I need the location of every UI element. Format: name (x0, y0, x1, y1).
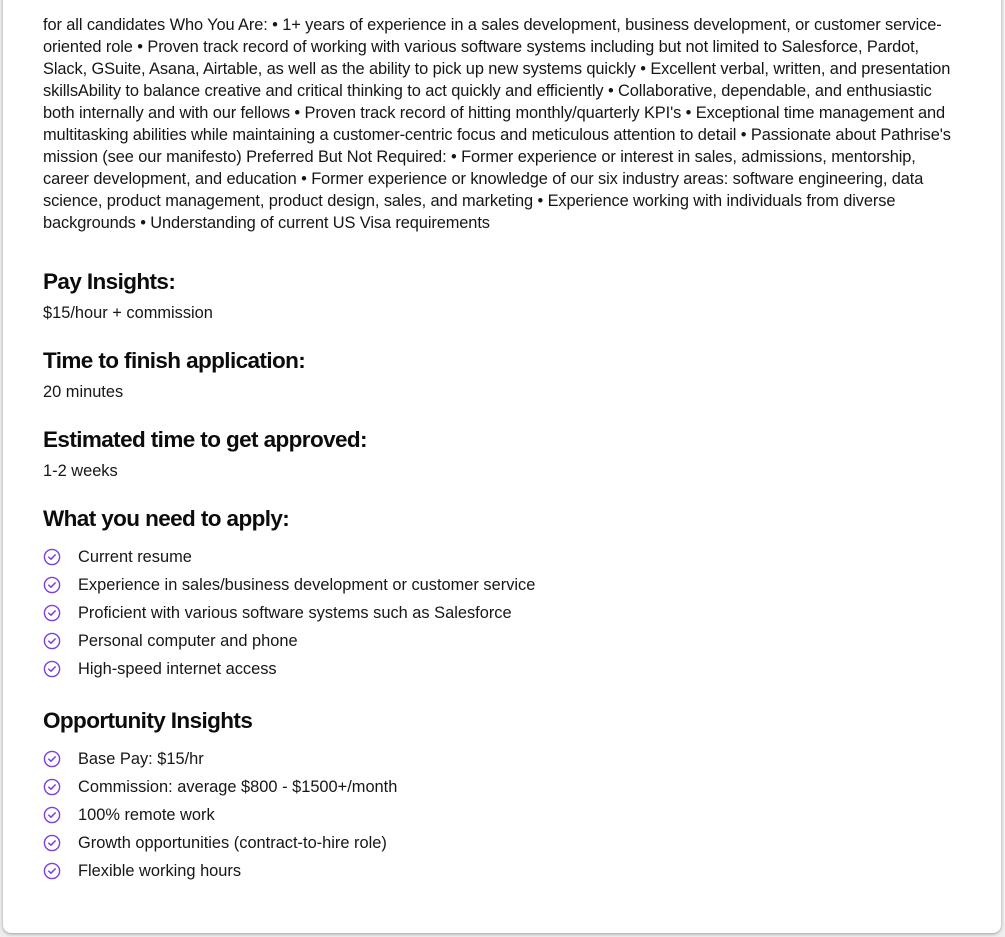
requirements-section (43, 505, 963, 683)
list-item (43, 571, 963, 599)
list-item (43, 599, 963, 627)
list-item (43, 543, 963, 571)
list-item (43, 829, 963, 857)
time-to-approve-heading: Estimated time to get approved: (43, 427, 367, 452)
time-to-approve-section (43, 426, 963, 482)
list-item-label: Proficient with various software systems such as Salesforce (78, 603, 512, 622)
time-to-finish-value: 20 minutes (43, 383, 124, 401)
list-item-label: Personal computer and phone (78, 631, 298, 650)
time-to-finish-heading: Time to finish application: (43, 348, 306, 373)
requirements-heading: What you need to apply: (43, 506, 290, 531)
list-item (43, 655, 963, 683)
time-to-finish-section (43, 347, 963, 403)
check-circle-icon (43, 806, 61, 824)
pay-insights-value: $15/hour + commission (43, 304, 213, 322)
check-circle-icon (43, 862, 61, 880)
list-item-label: Growth opportunities (contract-to-hire role) (78, 833, 387, 852)
check-circle-icon (43, 778, 61, 796)
list-item-label: High-speed internet access (78, 659, 277, 678)
check-circle-icon (43, 548, 61, 566)
requirements-list (43, 543, 963, 683)
list-item (43, 801, 963, 829)
list-item (43, 745, 963, 773)
check-circle-icon (43, 576, 61, 594)
list-item-label: Flexible working hours (78, 861, 242, 880)
list-item (43, 627, 963, 655)
job-description: for all candidates Who You Are: • 1+ years of experience in a sales development, business development, or customer service-oriented role • Proven track record of working with various software systems including but not limited to Salesforce, Pardot, Slack, GSuite, Asana, Airtable, as well as the ability to pick up new systems quickly • Excellent verbal, written, and presentation skillsAbility to balance creative and critical thinking to act quickly and efficiently • Collaborative, dependable, and enthusiastic both internally and with our fellows • Proven track record of hitting monthly/quarterly KPI's • Exceptional time management and multitasking abilities while maintaining a customer-centric focus and meticulous attention to detail • Passionate about Pathrise's mission (see our manifesto) Preferred But Not Required: • Former experience or interest in sales, admissions, mentorship, career development, and education • Former experience or knowledge of our six industry areas: software engineering, data science, product management, product design, sales, and marketing • Experience working with individuals from diverse backgrounds • Understanding of current US Visa requirements (43, 16, 951, 232)
pay-insights-section (43, 268, 963, 324)
check-circle-icon (43, 834, 61, 852)
opportunity-heading: Opportunity Insights (43, 708, 253, 733)
opportunity-section (43, 707, 963, 885)
check-circle-icon (43, 660, 61, 678)
check-circle-icon (43, 750, 61, 768)
list-item-label: Current resume (78, 547, 192, 566)
opportunity-list (43, 745, 963, 885)
job-details-card (3, 0, 1001, 933)
list-item (43, 773, 963, 801)
check-circle-icon (43, 632, 61, 650)
list-item-label: Base Pay: $15/hr (78, 749, 204, 768)
pay-insights-heading: Pay Insights: (43, 269, 176, 294)
time-to-approve-value: 1-2 weeks (43, 462, 118, 480)
list-item-label: Commission: average $800 - $1500+/month (78, 777, 398, 796)
list-item (43, 857, 963, 885)
check-circle-icon (43, 604, 61, 622)
list-item-label: Experience in sales/business development or customer service (78, 575, 536, 594)
list-item-label: 100% remote work (78, 805, 215, 824)
